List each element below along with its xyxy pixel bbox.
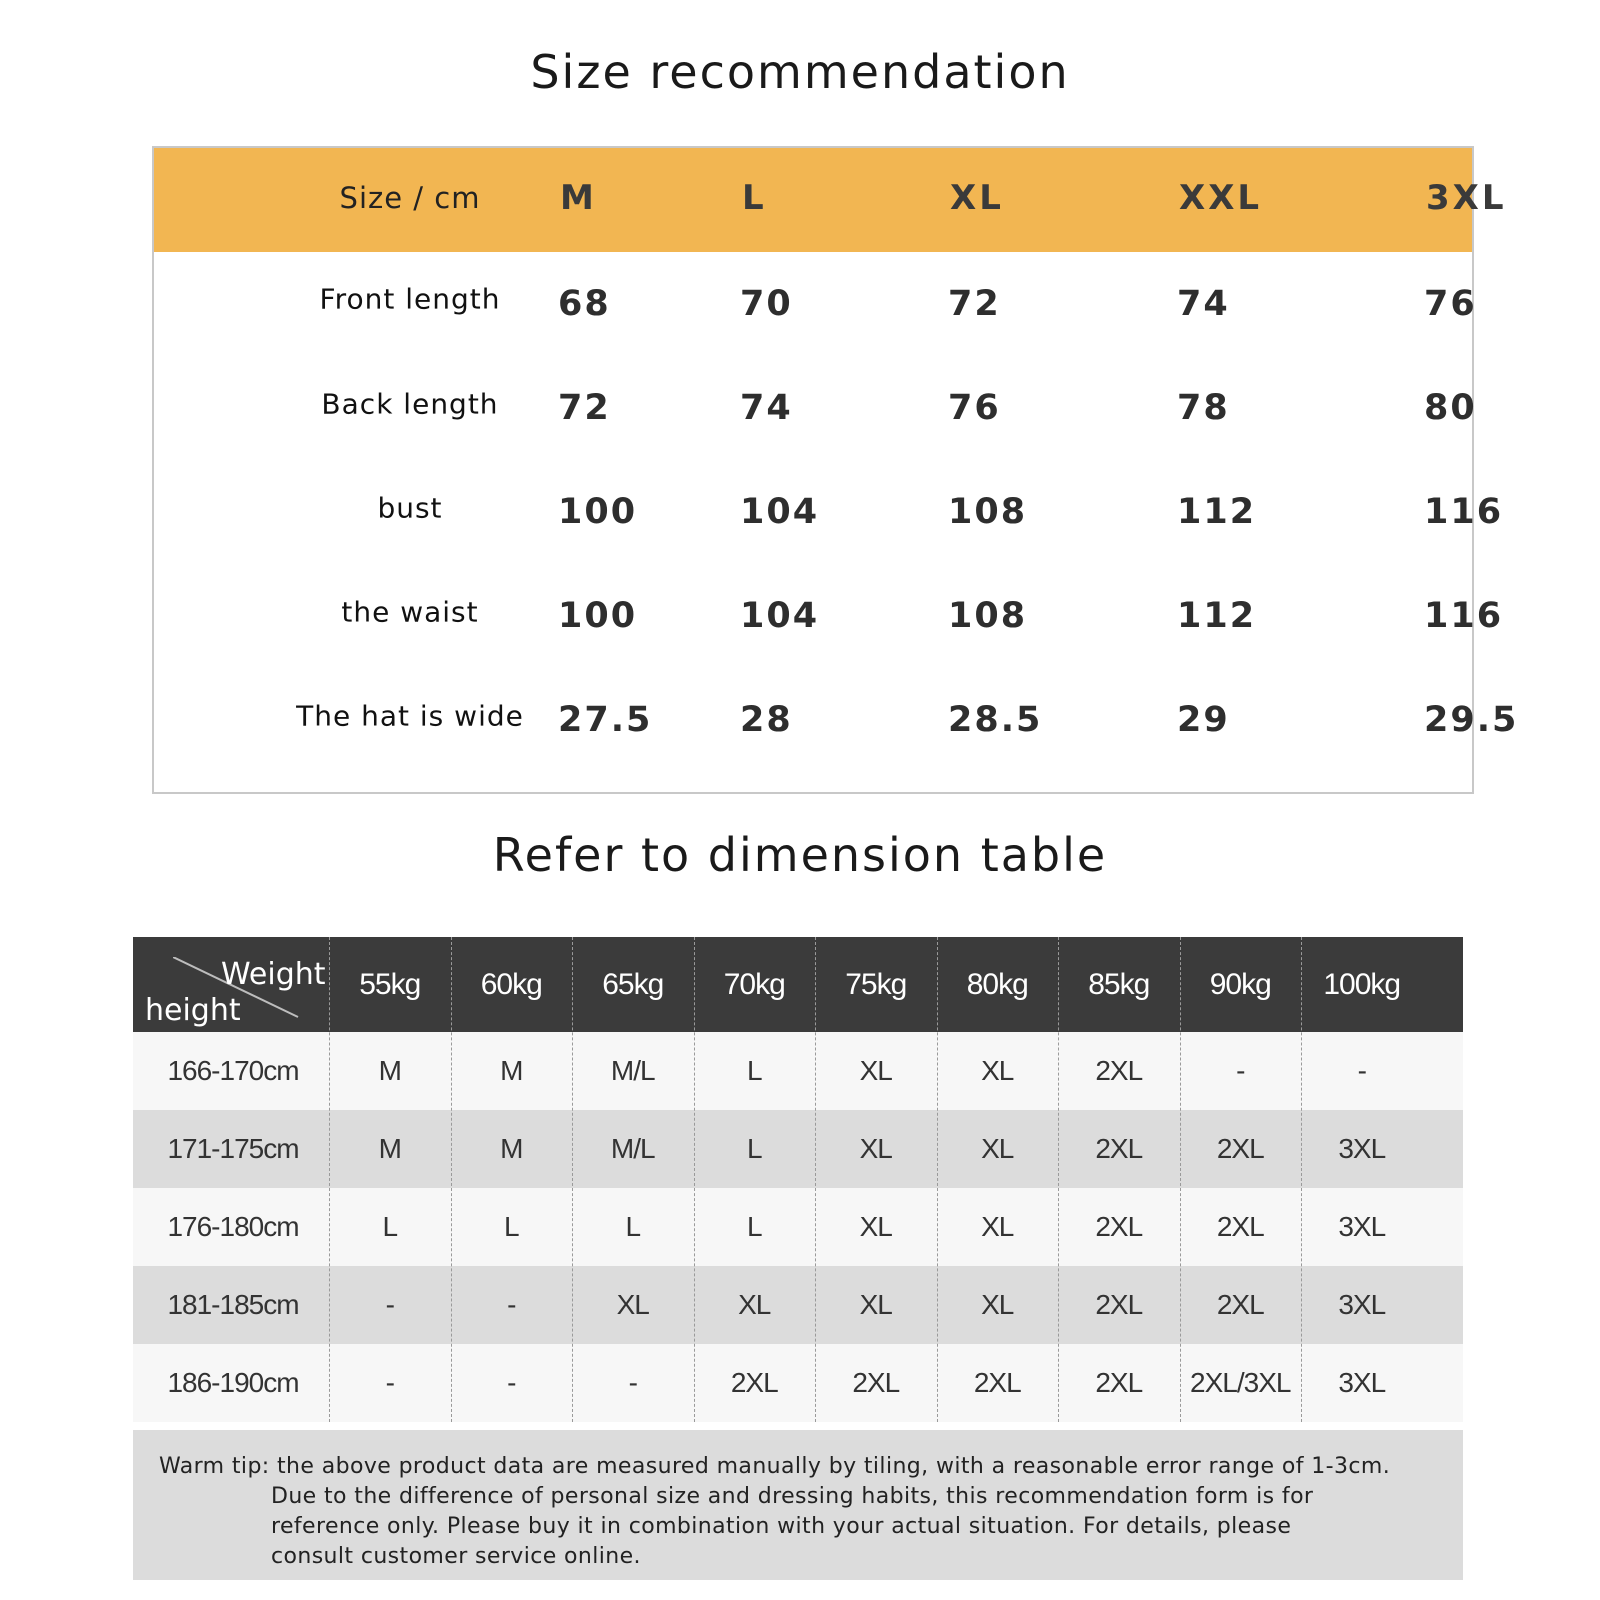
- weight-column-header: 75kg: [845, 968, 907, 1001]
- size-cell: -: [507, 1289, 516, 1320]
- size-cell: 2XL: [1095, 1367, 1143, 1398]
- size-cell: M: [500, 1133, 523, 1164]
- size-cell: XL: [981, 1289, 1014, 1320]
- size-cell: -: [385, 1289, 394, 1320]
- measurement-value: 104: [740, 596, 820, 636]
- table-row: [133, 1344, 1463, 1422]
- measurement-value: 100: [558, 596, 638, 636]
- measurement-value: 74: [1177, 284, 1230, 324]
- size-column-header: M: [560, 178, 597, 218]
- size-cell: M/L: [610, 1055, 655, 1086]
- size-cell: XL: [859, 1289, 892, 1320]
- measurement-value: 104: [740, 492, 820, 532]
- measurement-label: the waist: [341, 595, 479, 629]
- size-column-header: 3XL: [1426, 178, 1507, 218]
- size-cell: L: [503, 1211, 519, 1242]
- size-recommendation-title: Size recommendation: [530, 45, 1070, 99]
- column-divider: [451, 937, 452, 1422]
- size-cell: 2XL: [1095, 1055, 1143, 1086]
- weight-column-header: 55kg: [359, 968, 421, 1001]
- size-cell: L: [625, 1211, 641, 1242]
- height-range-cell: 171-175cm: [167, 1133, 299, 1164]
- size-cell: -: [1236, 1055, 1245, 1086]
- measurement-value: 80: [1424, 388, 1477, 428]
- measurement-value: 28.5: [948, 700, 1043, 740]
- measurement-label: The hat is wide: [296, 699, 524, 733]
- size-cell: 2XL: [730, 1367, 778, 1398]
- size-cell: L: [746, 1055, 762, 1086]
- measurement-value: 76: [1424, 284, 1477, 324]
- column-divider: [1301, 937, 1302, 1422]
- warm-tip-lead: Warm tip: the above product data are measured manually by tiling, with a reasonable error range of 1-3cm.: [159, 1454, 1391, 1479]
- height-range-cell: 176-180cm: [167, 1211, 299, 1242]
- measurement-value: 74: [740, 388, 793, 428]
- size-column-header: XL: [950, 178, 1004, 218]
- height-range-cell: 186-190cm: [167, 1367, 299, 1398]
- dimension-table-header: [133, 937, 1463, 1032]
- warm-tip-text: [159, 1452, 1419, 1572]
- weight-column-header: 85kg: [1088, 968, 1150, 1001]
- size-cell: XL: [616, 1289, 649, 1320]
- measurement-value: 29.5: [1424, 700, 1519, 740]
- size-cell: 3XL: [1338, 1211, 1386, 1242]
- height-range-cell: 181-185cm: [167, 1289, 299, 1320]
- size-cell: M/L: [610, 1133, 655, 1164]
- size-column-header: L: [742, 178, 767, 218]
- size-cell: M: [378, 1133, 401, 1164]
- warm-tip-line: Due to the difference of personal size and dressing habits, this recommendation form is for: [271, 1484, 1314, 1509]
- size-cell: 3XL: [1338, 1133, 1386, 1164]
- size-cell: M: [500, 1055, 523, 1086]
- measurement-value: 72: [948, 284, 1001, 324]
- weight-column-header: 100kg: [1323, 968, 1401, 1001]
- size-cell: XL: [859, 1133, 892, 1164]
- size-cell: -: [628, 1367, 637, 1398]
- dimension-table-title: Refer to dimension table: [492, 828, 1108, 882]
- size-cell: 2XL/3XL: [1190, 1367, 1291, 1398]
- height-range-cell: 166-170cm: [167, 1055, 299, 1086]
- size-recommendation-table: [152, 146, 1519, 794]
- weight-column-header: 70kg: [723, 968, 785, 1001]
- size-cell: 2XL: [973, 1367, 1021, 1398]
- size-cell: XL: [859, 1055, 892, 1086]
- size-cell: 2XL: [1216, 1133, 1264, 1164]
- table-row: [133, 1110, 1463, 1188]
- measurement-value: 116: [1424, 492, 1504, 532]
- measurement-value: 112: [1177, 596, 1257, 636]
- weight-column-header: 65kg: [602, 968, 664, 1001]
- size-cell: L: [746, 1133, 762, 1164]
- size-header-label: Size / cm: [339, 181, 481, 215]
- size-cell: -: [507, 1367, 516, 1398]
- measurement-value: 108: [948, 492, 1028, 532]
- measurement-value: 28: [740, 700, 793, 740]
- size-cell: 2XL: [1095, 1289, 1143, 1320]
- table-row: [133, 1032, 1463, 1110]
- table-row: [133, 1188, 1463, 1266]
- column-divider: [1058, 937, 1059, 1422]
- measurement-label: Front length: [319, 282, 501, 316]
- measurement-value: 76: [948, 388, 1001, 428]
- column-divider: [329, 937, 330, 1422]
- size-cell: 2XL: [1095, 1133, 1143, 1164]
- weight-column-header: 60kg: [480, 968, 542, 1001]
- measurement-value: 68: [558, 284, 611, 324]
- weight-column-header: 90kg: [1209, 968, 1271, 1001]
- size-cell: XL: [981, 1133, 1014, 1164]
- measurement-value: 27.5: [558, 700, 653, 740]
- table-row: [133, 1266, 1463, 1344]
- size-cell: -: [1357, 1055, 1366, 1086]
- size-cell: 2XL: [1216, 1289, 1264, 1320]
- size-cell: L: [746, 1211, 762, 1242]
- measurement-value: 70: [740, 284, 793, 324]
- column-divider: [1180, 937, 1181, 1422]
- measurement-value: 100: [558, 492, 638, 532]
- size-cell: 2XL: [1216, 1211, 1264, 1242]
- corner-weight-label: Weight: [221, 957, 326, 992]
- size-cell: L: [382, 1211, 398, 1242]
- weight-column-header: 80kg: [966, 968, 1028, 1001]
- size-cell: XL: [981, 1211, 1014, 1242]
- column-divider: [694, 937, 695, 1422]
- corner-height-label: height: [145, 993, 241, 1028]
- measurement-label: Back length: [321, 387, 499, 421]
- size-cell: M: [378, 1055, 401, 1086]
- size-cell: XL: [981, 1055, 1014, 1086]
- measurement-value: 72: [558, 388, 611, 428]
- size-cell: 3XL: [1338, 1367, 1386, 1398]
- column-divider: [937, 937, 938, 1422]
- size-column-header: XXL: [1179, 178, 1263, 218]
- measurement-value: 108: [948, 596, 1028, 636]
- size-cell: XL: [738, 1289, 771, 1320]
- size-cell: -: [385, 1367, 394, 1398]
- measurement-value: 29: [1177, 700, 1230, 740]
- size-cell: 2XL: [1095, 1211, 1143, 1242]
- measurement-value: 78: [1177, 388, 1230, 428]
- column-divider: [572, 937, 573, 1422]
- warm-tip-box: [133, 1430, 1463, 1580]
- column-divider: [815, 937, 816, 1422]
- warm-tip-line: reference only. Please buy it in combination with your actual situation. For details, please: [271, 1514, 1292, 1539]
- size-cell: 3XL: [1338, 1289, 1386, 1320]
- size-cell: XL: [859, 1211, 892, 1242]
- measurement-value: 116: [1424, 596, 1504, 636]
- measurement-label: bust: [377, 491, 443, 525]
- measurement-value: 112: [1177, 492, 1257, 532]
- warm-tip-line: consult customer service online.: [271, 1544, 641, 1569]
- size-cell: 2XL: [852, 1367, 900, 1398]
